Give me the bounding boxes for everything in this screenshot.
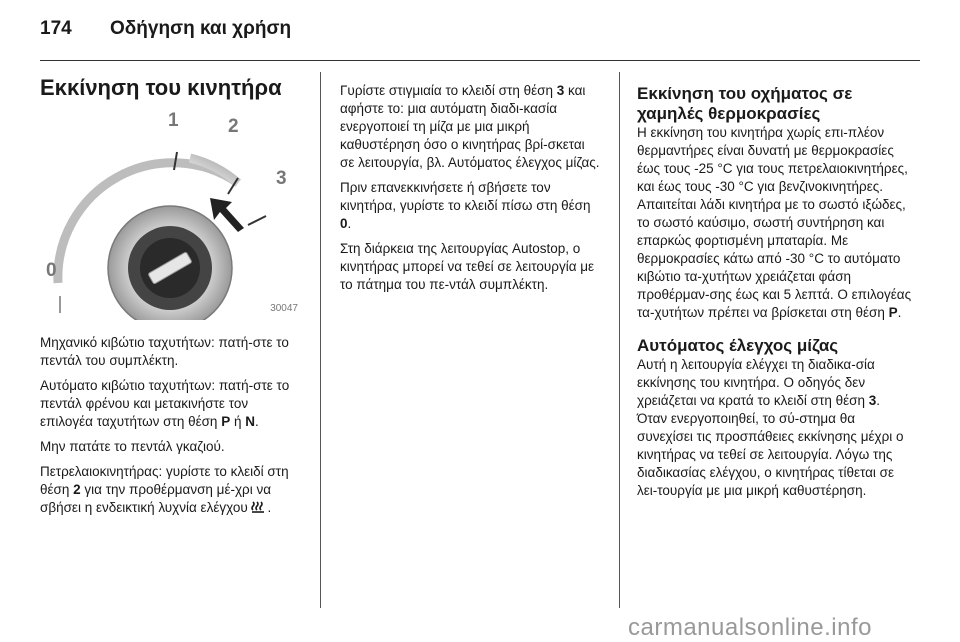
paragraph-diesel-preheat: Πετρελαιοκινητήρας: γυρίστε το κλειδί στη θέση 2 για την προθέρμανση μέ-χρι να σβήσει η ενδεικτική λυχνία ελέγχου . xyxy=(40,464,289,515)
paragraph-turn-key: Γυρίστε στιγμιαία το κλειδί στη θέση 3 και αφήστε το: μια αυτόματη διαδι-κασία ενεργοποιεί τη μίζα με μια μικρή καθυστέρηση όσο ο κινητήρας βρί-σκεται σε λειτουργία, βλ. Αυτόματος έλεγχος μίζας. xyxy=(340,83,600,170)
page-header xyxy=(40,12,291,46)
page-number: 174 xyxy=(40,18,72,39)
running-title: Οδήγηση και χρήση xyxy=(110,18,292,39)
label-position-1: 1 xyxy=(168,110,179,131)
section-heading-engine-start: Εκκίνηση του κινητήρα xyxy=(40,75,282,100)
label-position-2: 2 xyxy=(228,116,239,137)
column-3 xyxy=(637,60,912,507)
column-divider-1 xyxy=(320,72,321,608)
paragraph-low-temperature: Η εκκίνηση του κινητήρα χωρίς επι-πλέον θερμαντήρες είναι δυνατή με θερμοκρασίες έως τους -25 °C για τους πετρελαιοκινητήρες, και έως τους -30 °C για βενζινοκινητήρες. Απαιτείται λάδι κινητήρα με το σωστό ιξώδες, το σωστό καύσιμο, σωστή συντήρηση και επαρκώς φορτισμένη μπαταρία. Με θερμοκρασίες κάτω από -30 °C το αυτόματο κιβώτιο τα-χυτήτων χρειάζεται φάση προθέρμαν-σης έως και 5 λεπτά. Ο επιλογέας τα-χυτήτων πρέπει να βρίσκεται στη θέση P. xyxy=(637,125,912,320)
ignition-switch-illustration xyxy=(40,108,302,320)
paragraph-automatic-gearbox: Αυτόματο κιβώτιο ταχυτήτων: πατή-στε το πεντάλ φρένου και μετακινήστε τον επιλογέα ταχυτήτων στη θέση P ή N. xyxy=(40,378,290,429)
column-divider-2 xyxy=(619,72,620,608)
column-1 xyxy=(40,60,302,524)
tick-position-3 xyxy=(248,216,266,225)
glow-plug-icon xyxy=(251,501,267,513)
column-2 xyxy=(340,60,602,301)
section-heading-low-temperature: Εκκίνηση του οχήματος σε χαμηλές θερμοκρασίες xyxy=(637,84,853,123)
section-heading-starter-control: Αυτόματος έλεγχος μίζας xyxy=(637,336,839,355)
label-position-3: 3 xyxy=(276,168,287,189)
watermark: carmanualsonline.info xyxy=(628,614,872,641)
paragraph-no-throttle: Μην πατάτε το πεντάλ γκαζιού. xyxy=(40,439,225,454)
paragraph-restart: Πριν επανεκκινήσετε ή σβήσετε τον κινητήρα, γυρίστε το κλειδί πίσω στη θέση 0. xyxy=(340,180,591,231)
label-position-0: 0 xyxy=(46,260,57,281)
paragraph-starter-control: Αυτή η λειτουργία ελέγχει τη διαδικα-σία εκκίνησης του κινητήρα. Ο οδηγός δεν χρειάζεται να κρατά το κλειδί στη θέση 3. Όταν ενεργοποιηθεί, το σύ-στημα θα συνεχίσει τις προσπάθειες εκκίνησης μέχρι ο κινητήρας να τεθεί σε λειτουργία. Λόγω της διαδικασίας ελέγχου, ο κινητήρας τίθεται σε λει-τουργία με μια μικρή καθυστέρηση. xyxy=(637,357,904,498)
paragraph-manual-gearbox: Μηχανικό κιβώτιο ταχυτήτων: πατή-στε το πεντάλ του συμπλέκτη. xyxy=(40,335,289,368)
ignition-switch-figure xyxy=(40,108,302,320)
figure-id: 30047 xyxy=(270,303,298,314)
paragraph-autostop: Στη διάρκεια της λειτουργίας Autostop, ο κινητήρας μπορεί να τεθεί σε λειτουργία με το πάτημα του πε-ντάλ συμπλέκτη. xyxy=(340,241,595,292)
